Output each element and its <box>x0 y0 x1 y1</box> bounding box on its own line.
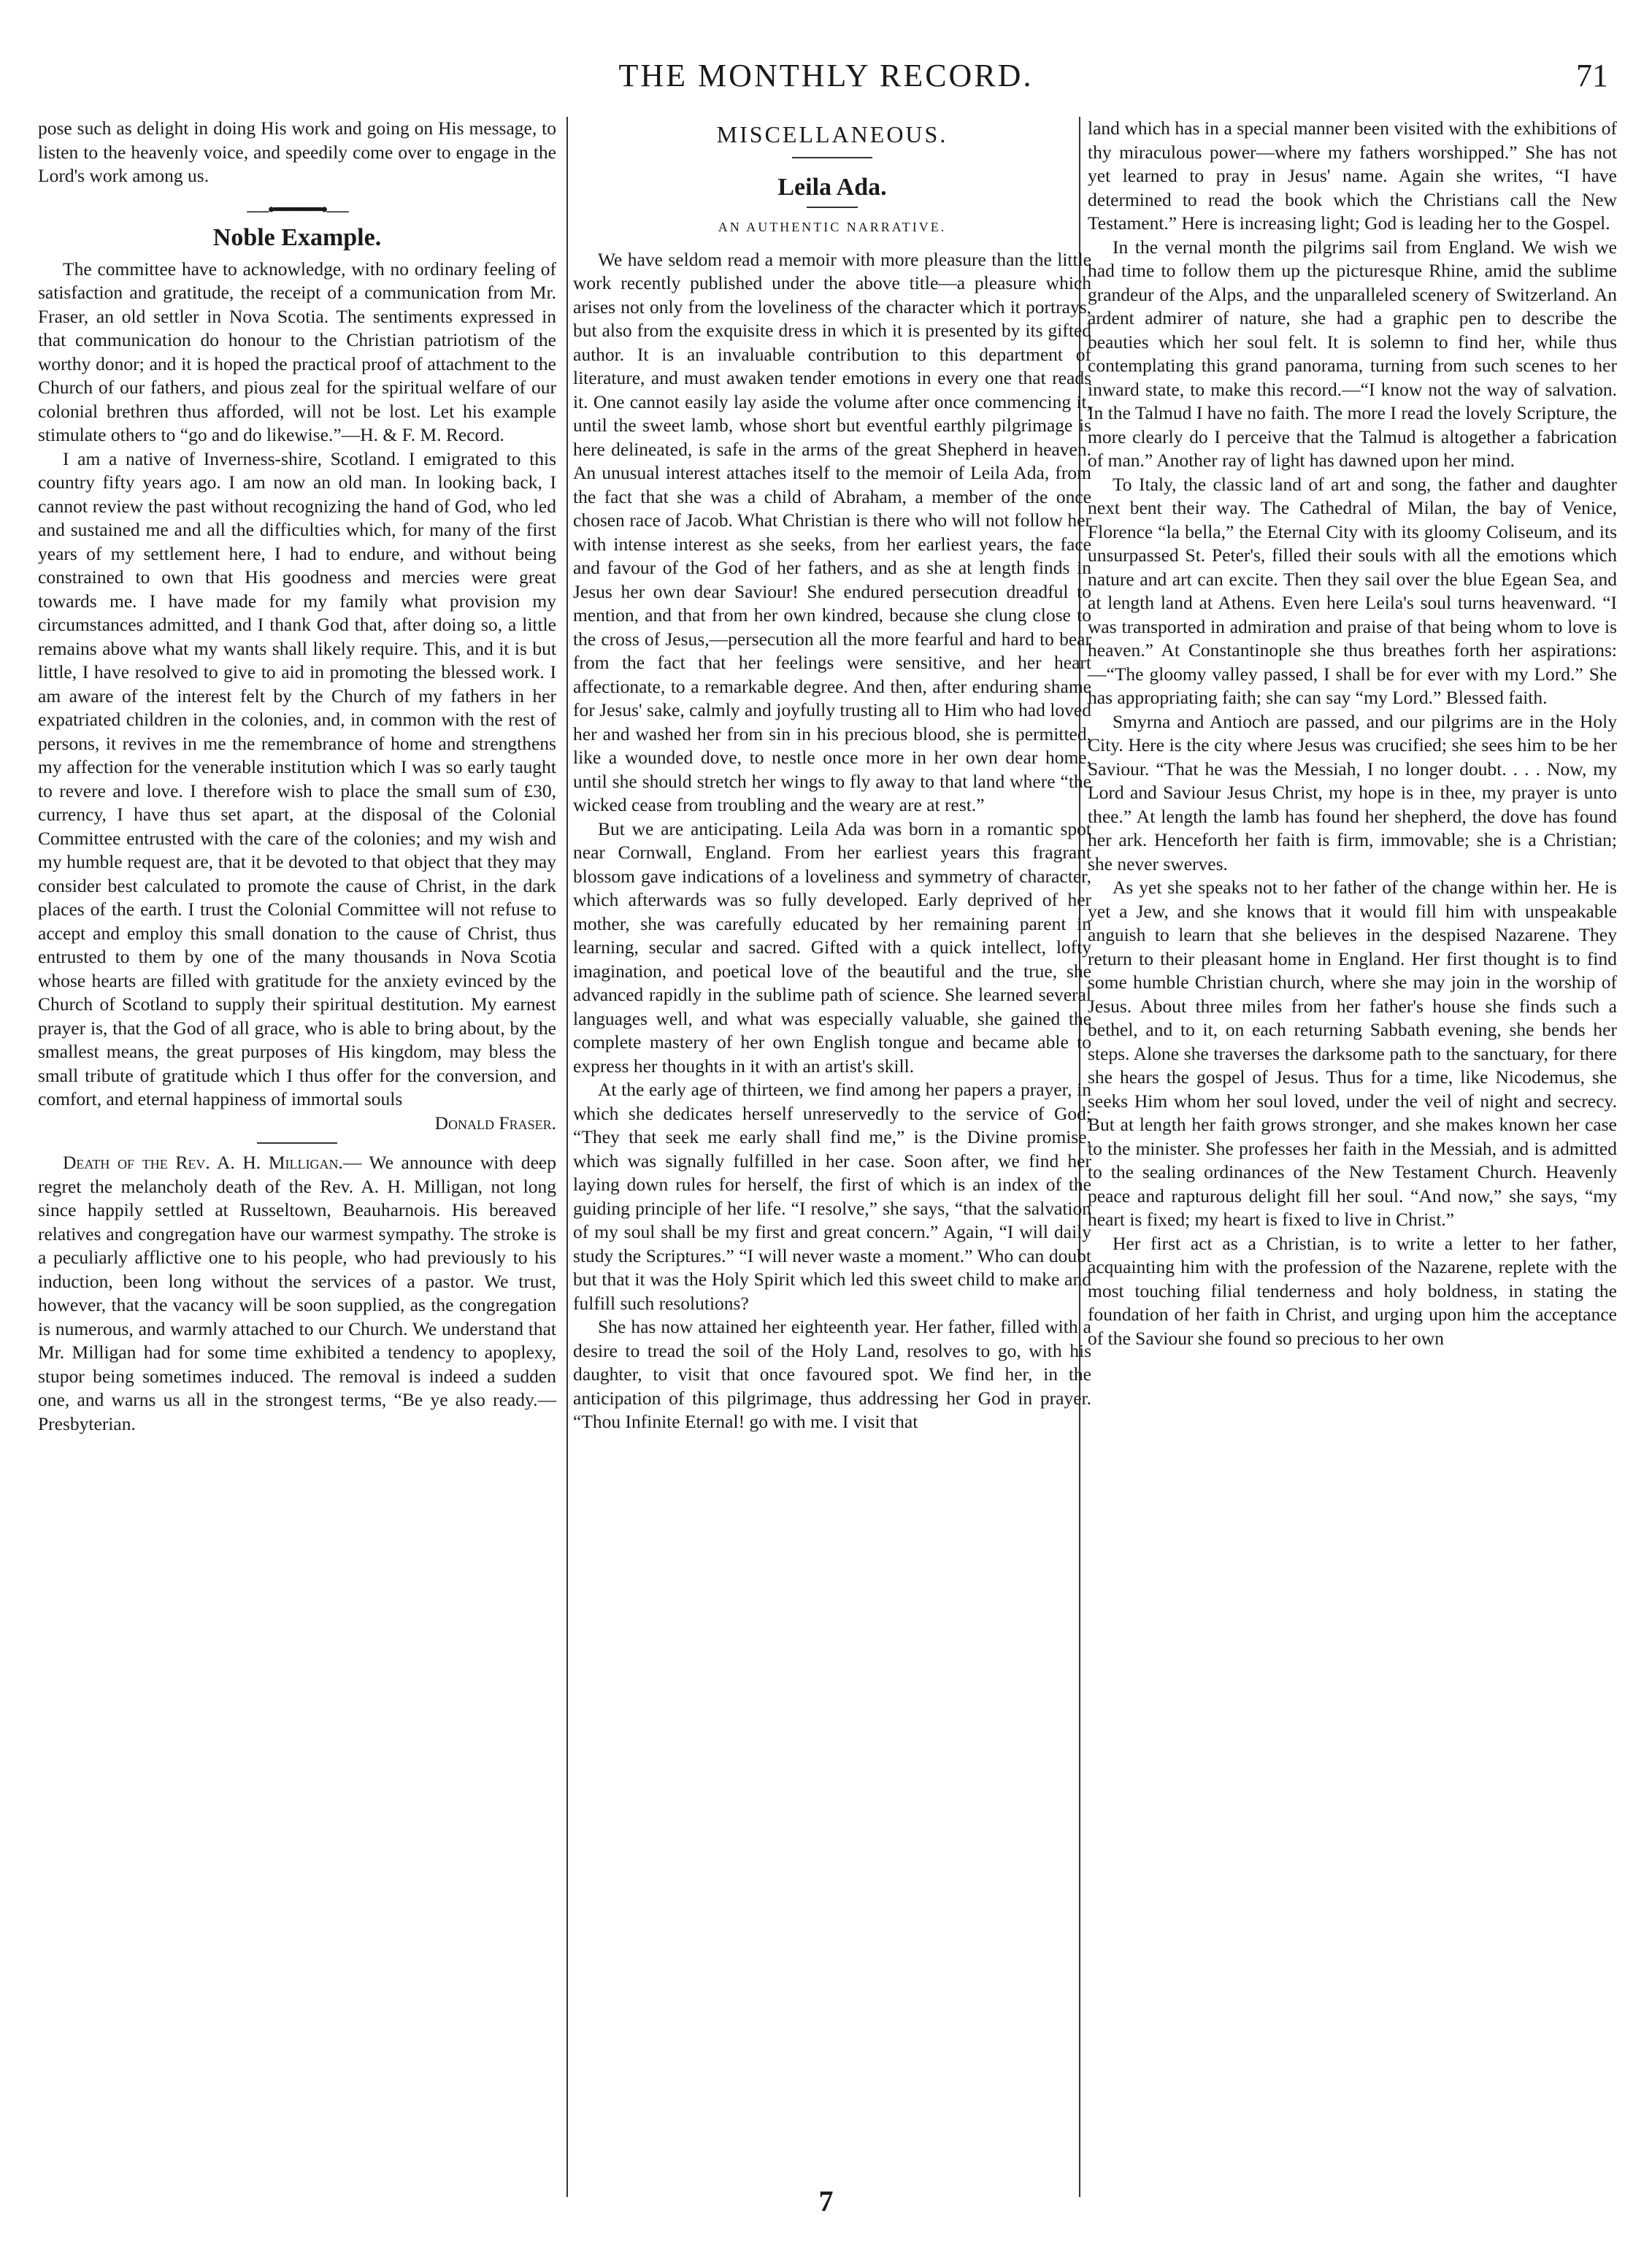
article-title: Leila Ada. <box>777 173 887 201</box>
leila-paragraph-4: She has now attained her eighteenth year. Her father, filled with a desire to tread the soil of the Holy Land, resolves to go, with his daughter, to visit that once favoured spot. We find her, in the anticipation of this pilgrimage, thus addressing her God in prayer. “Thou Infinite Eternal! go with me. I visit that <box>573 1316 1091 1432</box>
death-notice-text: We announce with deep regret the melancholy death of the Rev. A. H. Milligan, not long since happily settled at Russeltown, Beauharnois. His bereaved relatives and congregation have our warmest sympathy. The stroke is a peculiarly afflictive one to his people, who had previously to his induction, been long without the services of a pastor. We trust, however, that the vacancy will be soon supplied, as the congregation is numerous, and warmly attached to our Church. We understand that Mr. Milligan had for some time exhibited a tendency to apoplexy, stupor being sometimes induced. The removal is indeed a sudden one, and warns us all in the strongest terms, “Be ye also ready.—Presbyterian. <box>38 1152 556 1434</box>
leila-paragraph-3: At the early age of thirteen, we find among her papers a prayer, in which she dedicates herself unreservedly to the service of God; “They that seek me early shall find me,” is the Divine promise, which was signally fulfilled in her case. Soon after, we find her laying down rules for herself, the first of which is an index of the guiding principle of her life. “I resolve,” she says, “that the salvation of my soul shall be my first and great concern.” Again, “I will daily study the Scriptures.” “I will never waste a moment.” Who can doubt but that it was the Holy Spirit which led this sweet child to make and fulfill such resolutions? <box>573 1079 1091 1314</box>
running-title: THE MONTHLY RECORD. <box>618 58 1034 93</box>
noble-example-intro: The committee have to acknowledge, with no ordinary feeling of satisfaction and gratitude, the receipt of a communication from Mr. Fraser, an old settler in Nova Scotia. The sentiments expressed in that communication do honour to the Christian patriotism of the worthy donor; and it is hoped the practical proof of attachment to the Church of our fathers, and pious zeal for the spiritual welfare of our colonial brethren thus afforded, will not be lost. Let his example stimulate others to “go and do likewise.”—H. & F. M. Record. <box>38 258 556 445</box>
leila-paragraph-2: But we are anticipating. Leila Ada was born in a romantic spot near Cornwall, England. From her earliest years this fragrant blossom gave indications of a loveliness and symmetry of character, which afterwards was so fully developed. Early deprived of her mother, she was carefully educated by her remaining parent in learning, secular and sacred. Gifted with a quick intellect, lofty imagination, and poetical love of the beautiful and the true, she advanced rapidly in the sublime path of science. She learned several languages well, and what was especially valuable, she gained the complete mastery of her own English tongue and became able to express her thoughts in it with an artist's skill. <box>573 817 1091 1077</box>
column-right <box>1088 117 1617 1350</box>
column-middle <box>573 117 1091 1434</box>
ornament-divider: —•━━━━•— <box>247 197 347 222</box>
leila-paragraph-10: Her first act as a Christian, is to write a letter to her father, acquainting him with the profession of the Nazarene, replete with the most touching filial tenderness and holy boldness, in stating the foundation of her faith in Christ, and urging upon him the acceptance of the Saviour she found so precious to her own <box>1088 1232 1617 1349</box>
fraser-signature: Donald Fraser. <box>434 1112 556 1134</box>
signature-line <box>38 1112 556 1136</box>
short-rule <box>257 1142 337 1144</box>
signature-mark: 7 <box>818 2185 834 2217</box>
short-rule <box>807 207 858 208</box>
leila-paragraph-8: Smyrna and Antioch are passed, and our pilgrims are in the Holy City. Here is the city where Jesus was crucified; she sees him to be her Saviour. “That he was the Messiah, I no longer doubt. . . . Now, my Lord and Saviour Jesus Christ, my hope is in thee, my prayer is unto thee.” At length the lamb has found her shepherd, the dove has found her ark. Henceforth her faith is firm, immovable; she is a Christian; she never swerves. <box>1088 710 1617 874</box>
noble-example-title: Noble Example. <box>212 224 382 251</box>
leila-paragraph-9: As yet she speaks not to her father of the change within her. He is yet a Jew, and she knows that it would fill him with unspeakable anguish to learn that she believes in the despised Nazarene. They return to their pleasant home in England. Her first thought is to find some humble Christian church, where she may join in the worship of Jesus. About three miles from her father's house she finds such a bethel, and to it, on each returning Sabbath evening, she bends her steps. Alone she traverses the darksome path to the sanctuary, for there she hears the gospel of Jesus. Thus for a time, like Nicodemus, she seeks Him whom her soul loved, under the veil of night and secrecy. But at length her faith grows stronger, and she makes known her case to the minister. She professes her faith in the Messiah, and is admitted to the sealing ordinances of the New Testament Church. Heavenly peace and rapturous delight fill her soul. “And now,” she says, “my heart is fixed; my heart is fixed to live in Christ.” <box>1088 877 1617 1230</box>
leila-paragraph-7: To Italy, the classic land of art and song, the father and daughter next bent their way. The Cathedral of Milan, the bay of Venice, Florence “la bella,” the Eternal City with its gloomy Coliseum, and its unsurpassed St. Peter's, filled their souls with all the emotions which nature and art can excite. Then they sail over the blue Egean Sea, and at length land at Athens. Even here Leila's soul turns heavenward. “I was transported in admiration and praise of that being whom to love is heaven.” At Constantinople she thus breathes forth her aspirations:—“The gloomy valley passed, I shall be for ever with my Lord.” She has appropriating faith; she can say “my Lord.” Blessed faith. <box>1088 473 1617 708</box>
short-rule <box>792 157 872 158</box>
leila-paragraph-1: We have seldom read a memoir with more pleasure than the little work recently published under the above title—a pleasure which arises not only from the loveliness of the character which it portrays, but also from the exquisite dress in which it is presented by its gifted author. It is an invaluable contribution to this department of literature, and must awaken tender emotions in every one that reads it. One cannot easily lay aside the volume after once commencing it, until the sweet lamb, whose short but eventful earthly pilgrimage is here delineated, is safe in the arms of the great Shepherd in heaven. An unusual interest attaches itself to the memoir of Leila Ada, from the fact that she was a child of Abraham, a member of the once chosen race of Jacob. What Christian is there who will not follow her with intense interest as she seeks, from her earliest years, the face and favour of the God of her fathers, and as she at length finds in Jesus her own dear Saviour! She endured persecution dreadful to mention, and that from her own kindred, because she clung close to the cross of Jesus,—persecution all the more fearful and hard to bear from the fact that her feelings were sensitive, and her heart affectionate, to a remarkable degree. And then, after enduring shame for Jesus' sake, calmly and joyfully trusting all to Him who had loved her and washed her from sin in his precious blood, she is permitted, like a wounded dove, to nestle once more in her own dear home, until she should stretch her wings to fly away to that land where “the wicked cease from troubling and the weary are at rest.” <box>573 248 1091 815</box>
leila-paragraph-6: In the vernal month the pilgrims sail from England. We wish we had time to follow them up the picturesque Rhine, amid the sublime grandeur of the Alps, and the unparalleled scenery of Switzerland. An ardent admirer of nature, she had a graphic pen to describe the beauties which her soul felt. It is solemn to find her, while thus contemplating this grand panorama, turning from such scenes to her inward state, to make this record.—“I know not the way of salvation. In the Talmud I have no faith. The more I read the lovely Scripture, the more clearly do I perceive that the Talmud is altogether a fabrication of man.” Another ray of light has dawned upon her mind. <box>1088 236 1617 471</box>
fraser-letter: I am a native of Inverness-shire, Scotland. I emigrated to this country fifty years ago. I am now an old man. In looking back, I cannot review the past without recognizing the hand of God, who led and sustained me and all the difficulties which, for many of the first years of my settlement here, I had to endure, and without being constrained to own that His goodness and mercies were great towards me. I have made for my family what provision my circumstances admitted, and I thank God that, after doing so, a little remains above what my wants shall likely require. This, and it is but little, I have resolved to give to aid in promoting the blessed work. I am aware of the interest felt by the Church of my fathers in her expatriated children in the colonies, and, in common with the rest of persons, it revives in me the remembrance of home and strengthens my affection for the venerable institution which I was so early taught to revere and love. I therefore wish to place the small sum of £30, currency, I have thus set apart, at the disposal of the Colonial Committee entrusted with the care of the colonies; and my wish and my humble request are, that it be devoted to that object that they may consider best calculated to promote the cause of Christ, in the dark places of the earth. I trust the Colonial Committee will not refuse to accept and employ this small donation to the cause of Christ, thus entrusted to them by one of the many thousands in Nova Scotia whose hearts are filled with gratitude for the anxiety evinced by the Church of Scotland to supply their spiritual destitution. My earnest prayer is, that the God of all grace, who is able to bring about, by the smallest means, the great purposes of His kingdom, may bless the small tribute of gratitude which I thus offer for the conversion, and comfort, and eternal happiness of immortal souls <box>38 447 556 1109</box>
leila-paragraph-5: land which has in a special manner been visited with the exhibitions of thy miraculous power—where my fathers worshipped.” She has not yet learned to pray in Jesus' name. Again she writes, “I have determined to read the book which the Christians call the New Testament.” Here is increasing light; God is leading her to the Gospel. <box>1088 118 1617 234</box>
page-number: 71 <box>1576 58 1608 93</box>
column-rule-left <box>566 117 568 2197</box>
column-left <box>38 117 556 1436</box>
death-notice <box>38 1151 556 1436</box>
article-subtitle: AN AUTHENTIC NARRATIVE. <box>718 220 947 234</box>
continuation-paragraph: pose such as delight in doing His work and going on His message, to listen to the heavenly voice, and speedily come over to engage in the Lord's work among us. <box>38 118 556 186</box>
death-notice-heading: Death of the Rev. A. H. Milligan.— <box>63 1152 362 1173</box>
section-heading: MISCELLANEOUS. <box>716 121 948 147</box>
